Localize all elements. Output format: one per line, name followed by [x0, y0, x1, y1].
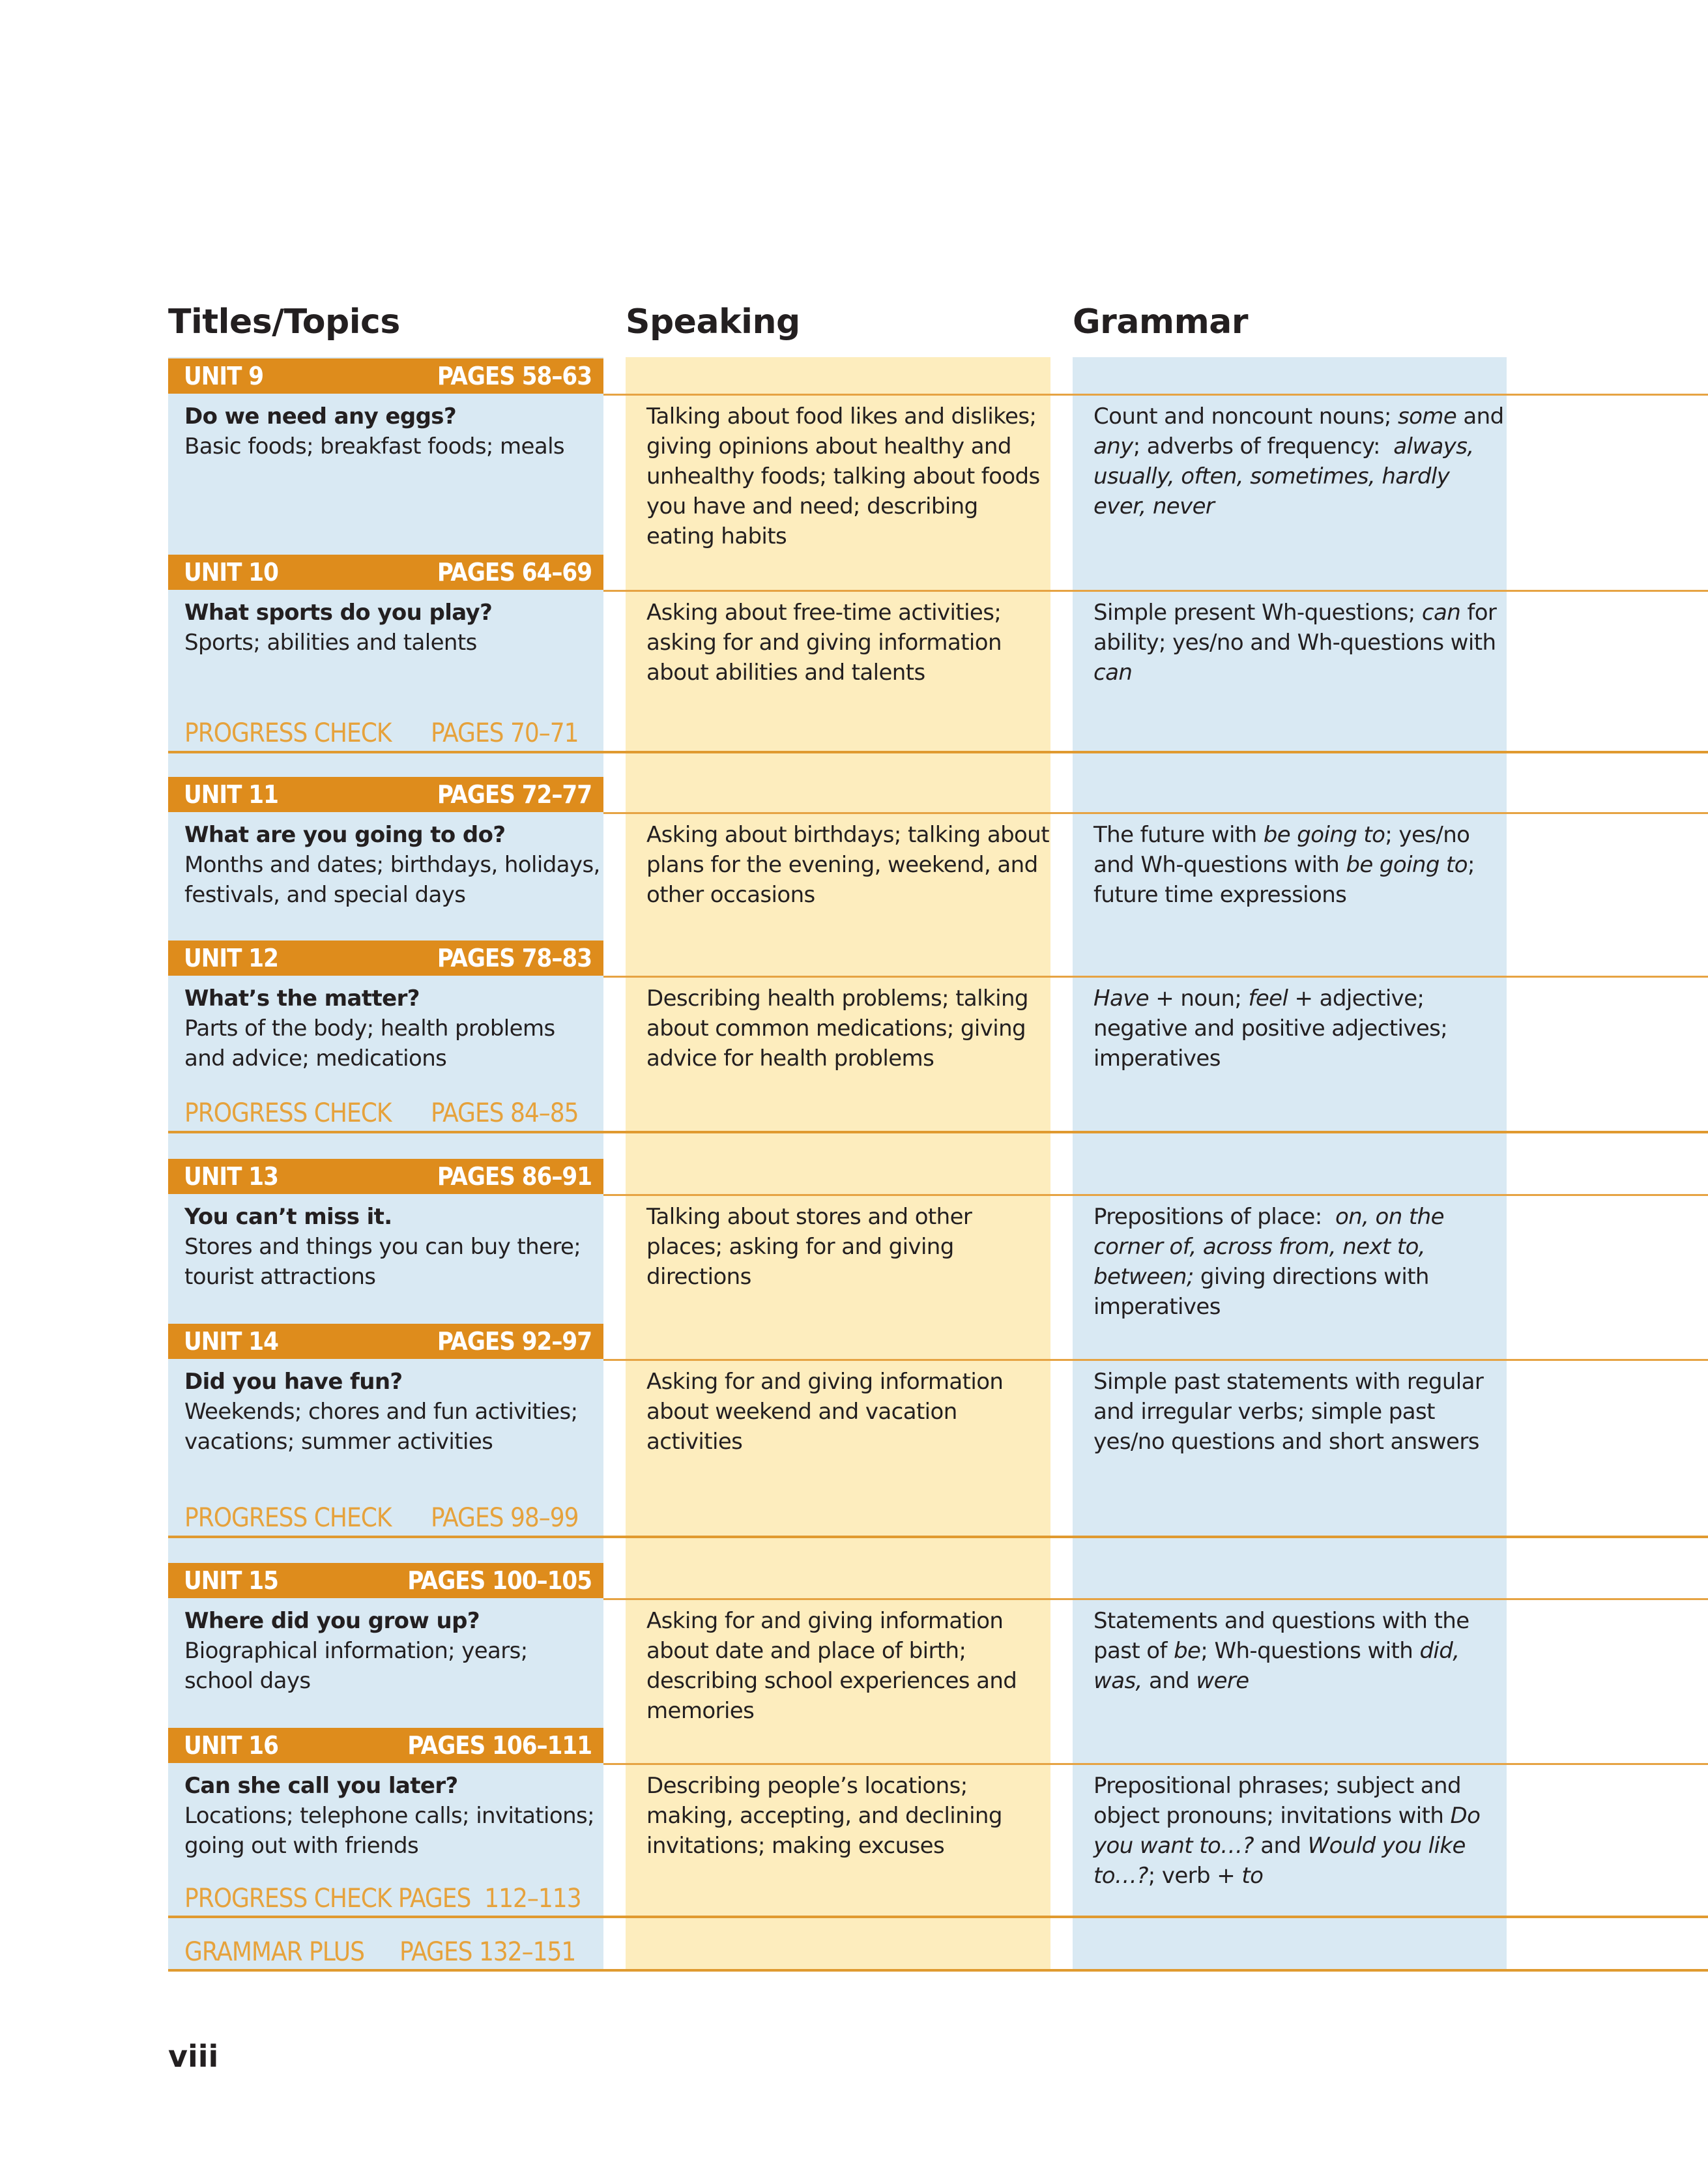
progress-check-1: [184, 718, 579, 748]
unit-16-bar: [168, 1728, 603, 1763]
progress-check-pages: PAGES 84–85: [431, 1098, 579, 1128]
section-divider: [168, 751, 1708, 753]
unit-title: What’s the matter?: [184, 985, 420, 1012]
unit-11-speaking: Asking about birthdays; talking about plans for the evening, weekend, and other occasions: [646, 822, 1049, 908]
unit-13-titles: [184, 1202, 601, 1292]
unit-pages: PAGES 92–97: [437, 1327, 592, 1356]
section-divider: [168, 1969, 1708, 1972]
unit-pages: PAGES 86–91: [437, 1162, 592, 1191]
unit-label: UNIT 10: [184, 558, 278, 587]
unit-topics: Stores and things you can buy there; tourist attractions: [184, 1234, 581, 1290]
unit-title: Can she call you later?: [184, 1773, 458, 1799]
row-divider: [603, 812, 1708, 814]
progress-check-label: PROGRESS CHECK: [184, 718, 392, 748]
row-divider: [603, 1194, 1708, 1196]
unit-topics: Months and dates; birthdays, holidays, festivals, and special days: [184, 852, 600, 908]
unit-pages: PAGES 58–63: [437, 362, 592, 390]
grammar-plus-pages: PAGES 132–151: [399, 1937, 576, 1967]
unit-title: What sports do you play?: [184, 600, 493, 626]
row-divider: [603, 1359, 1708, 1361]
progress-check-pages: PAGES 70–71: [431, 718, 579, 748]
row-divider: [603, 976, 1708, 978]
unit-12-bar: [168, 941, 603, 976]
header-speaking: Speaking: [626, 302, 800, 342]
unit-label: UNIT 15: [184, 1566, 278, 1595]
unit-10-titles: [184, 598, 601, 658]
unit-topics: Sports; abilities and talents: [184, 630, 477, 656]
unit-topics: Parts of the body; health problems and advice; medications: [184, 1015, 555, 1072]
unit-9-bar: [168, 358, 603, 394]
unit-pages: PAGES 78–83: [437, 944, 592, 972]
section-divider: [168, 1536, 1708, 1538]
unit-9-titles: [184, 401, 601, 461]
unit-10-bar: [168, 555, 603, 590]
unit-11-bar: [168, 777, 603, 812]
unit-topics: Locations; telephone calls; invitations; going out with friends: [184, 1803, 595, 1859]
unit-9-speaking: Talking about food likes and dislikes; giving opinions about healthy and unhealthy foods; talking about foods you have and need; describing eating habits: [646, 403, 1040, 549]
progress-check-label: PROGRESS CHECK: [184, 1503, 392, 1533]
unit-11-grammar: The future with be going to; yes/no and Wh-questions with be going to; future time expressions: [1093, 822, 1475, 908]
progress-check-pages: PAGES 98–99: [431, 1503, 579, 1533]
progress-check-3: [184, 1503, 579, 1533]
header-titles-topics: Titles/Topics: [168, 302, 400, 342]
unit-label: UNIT 11: [184, 780, 278, 809]
unit-15-bar: [168, 1563, 603, 1598]
unit-13-grammar: Prepositions of place: on, on the corner of, across from, next to, between; giving directions with imperatives: [1093, 1204, 1444, 1320]
unit-title: What are you going to do?: [184, 822, 506, 848]
unit-16-titles: [184, 1771, 601, 1861]
unit-topics: Biographical information; years; school days: [184, 1638, 528, 1694]
unit-15-grammar: Statements and questions with the past of be; Wh-questions with did, was, and were: [1093, 1608, 1469, 1694]
unit-12-speaking: Describing health problems; talking about common medications; giving advice for health problems: [646, 985, 1028, 1072]
unit-pages: PAGES 64–69: [437, 558, 592, 587]
unit-pages: PAGES 106–111: [407, 1731, 592, 1760]
unit-label: UNIT 12: [184, 944, 278, 972]
row-divider: [603, 590, 1708, 592]
unit-14-titles: [184, 1367, 601, 1457]
unit-14-grammar: Simple past statements with regular and irregular verbs; simple past yes/no questions and short answers: [1093, 1369, 1484, 1455]
progress-check-label: PROGRESS CHECK: [184, 1098, 392, 1128]
row-divider: [603, 1763, 1708, 1765]
section-divider: [168, 1916, 1708, 1918]
unit-12-grammar: Have + noun; feel + adjective; negative and positive adjectives; imperatives: [1093, 985, 1448, 1072]
unit-topics: Weekends; chores and fun activities; vacations; summer activities: [184, 1399, 578, 1455]
unit-label: UNIT 16: [184, 1731, 278, 1760]
grammar-plus: [184, 1937, 576, 1967]
unit-15-speaking: Asking for and giving information about date and place of birth; describing school experiences and memories: [646, 1608, 1017, 1724]
unit-12-titles: [184, 984, 601, 1073]
unit-pages: PAGES 100–105: [407, 1566, 592, 1595]
unit-15-titles: [184, 1606, 601, 1696]
unit-13-bar: [168, 1159, 603, 1194]
unit-label: UNIT 9: [184, 362, 264, 390]
unit-13-speaking: Talking about stores and other places; asking for and giving directions: [646, 1204, 972, 1290]
unit-10-speaking: Asking about free-time activities; asking for and giving information about abilities and talents: [646, 600, 1002, 686]
unit-14-bar: [168, 1324, 603, 1359]
unit-title: Do we need any eggs?: [184, 403, 457, 430]
unit-10-grammar: Simple present Wh-questions; can for ability; yes/no and Wh-questions with can: [1093, 600, 1497, 686]
unit-label: UNIT 13: [184, 1162, 278, 1191]
unit-label: UNIT 14: [184, 1327, 278, 1356]
unit-14-speaking: Asking for and giving information about weekend and vacation activities: [646, 1369, 1004, 1455]
unit-9-grammar: Count and noncount nouns; some and any; adverbs of frequency: always, usually, often, sometimes, hardly ever, never: [1093, 403, 1504, 519]
progress-check-label: PROGRESS CHECK PAGES 112–113: [184, 1884, 581, 1914]
unit-pages: PAGES 72–77: [437, 780, 592, 809]
unit-16-grammar: Prepositional phrases; subject and object pronouns; invitations with Do you want to…? and Would you like to…?; verb + to: [1093, 1773, 1481, 1889]
row-divider: [603, 394, 1708, 396]
progress-check-4: [184, 1884, 581, 1914]
page-number: viii: [168, 2039, 219, 2074]
unit-title: Did you have fun?: [184, 1369, 403, 1395]
row-divider: [603, 1598, 1708, 1600]
section-divider: [168, 1131, 1708, 1133]
grammar-plus-label: GRAMMAR PLUS: [184, 1937, 364, 1967]
unit-topics: Basic foods; breakfast foods; meals: [184, 433, 565, 459]
progress-check-2: [184, 1098, 579, 1128]
unit-16-speaking: Describing people’s locations; making, accepting, and declining invitations; making excuses: [646, 1773, 1002, 1859]
unit-title: You can’t miss it.: [184, 1204, 392, 1230]
header-grammar: Grammar: [1073, 302, 1249, 342]
unit-11-titles: [184, 820, 601, 910]
unit-title: Where did you grow up?: [184, 1608, 480, 1634]
